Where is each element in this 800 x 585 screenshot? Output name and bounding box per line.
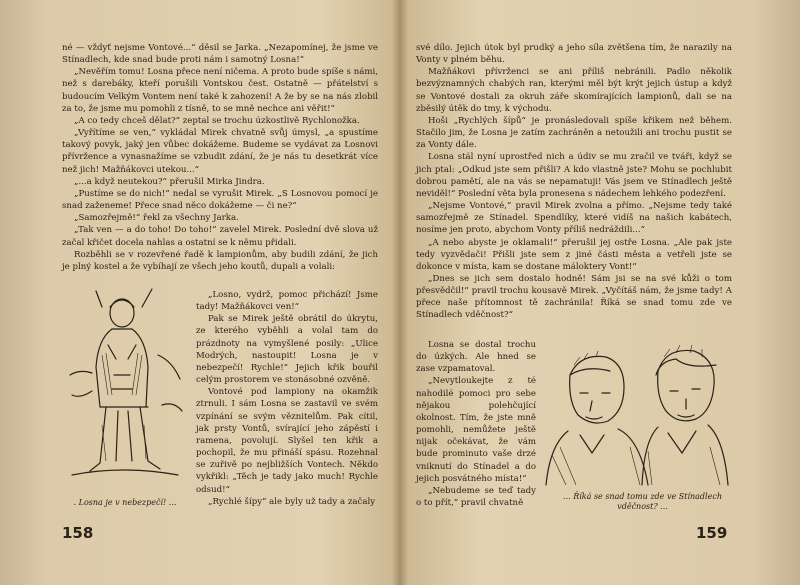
- illustration-caption: . Losna je v nebezpečí! ...: [73, 498, 177, 507]
- right-page-full-width-text: [416, 42, 732, 322]
- illustration-caption: ... Říká se snad tomu zde ve Stínadlech vděčnost? ...: [563, 492, 722, 511]
- paragraph: né — vždyť nejsme Vontové...“ děsil se Jarka. „Nezapomínej, že jsme ve Stínadlech, kde snad bude proti nám i samotný Losna!“: [62, 43, 378, 66]
- paragraph: „Rychlé šípy“ ale byly už tady a začaly: [208, 497, 376, 507]
- illustration-losna-struggling: [62, 285, 188, 485]
- left-page-column-text: [196, 289, 378, 496]
- paragraph: Losna se dostal trochu do úzkých. Ale hned se zase vzpamatoval.: [416, 340, 536, 375]
- paragraph: „Vyřítíme se ven,“ vykládal Mirek chvatně svůj úmysl, „a spustíme takový povyk, jaký jen vůbec dokážeme. Budeme se vydávat za Losnovi přívržence a vynasnažíme se vzbudit zdání, že je nás tu desetkrát více než jich! Mažňákovci utekou...“: [62, 128, 378, 175]
- paragraph: „Samozřejmě!“ řekl za všechny Jarka.: [74, 213, 239, 224]
- paragraph: „Pustíme se do nich!“ nedal se vyrušit Mirek. „S Losnovou pomocí je snad zaženeme! Přece snad něco dokážeme — či ne?“: [62, 188, 378, 212]
- paragraph: své dílo. Jejich útok byl prudký a jeho síla zvětšena tím, že narazily na Vonty v plném běhu.: [416, 43, 732, 66]
- paragraph: „...a když neutekou?“ přerušil Mirka Jindra.: [74, 176, 265, 187]
- left-page-last-line: [196, 496, 378, 508]
- paragraph: „Nevytloukejte z té nahodilé pomoci pro sebe nějakou polehčující okolnost. Tím, že jste mně pomohli, nemůžete ještě nijak očekávat, že vám bude prominuto vaše drzé vniknutí do Stínadel a do jejich posvátného místa!“: [416, 376, 536, 484]
- paragraph: Mažňákovi přívrženci se ani příliš nebránili. Padlo několik bezvýznamných chabých ran, kterými měl být krýt jejich ústup a když se Vontové dostali za okruh záře skomírajících lampionů, dali se na zběsilý útěk do tmy, k východu.: [416, 67, 732, 114]
- paragraph: „Nevěřím tomu! Losna přece není ničema. A proto bude spíše s námi, než s darebáky, kteří porušili Vontskou čest. Ostatně — přátelství s budoucím Velkým Vontem není také k zahození! A že by se na nás zlobil za to, že jsme mu pomohli z tísně, to se mně nechce ani věřit!“: [62, 67, 378, 114]
- illustration-two-boys: [540, 335, 732, 487]
- paragraph: Losna stál nyní uprostřed nich a údiv se mu zračil ve tváři, když se jich ptal: „Odkud jste sem přišli? A kdo vlastně jste? Mohu se pochlubit dobrou pamětí, ale na vás se nepamatuji! Vás jsem ve Stínadlech ještě neviděl!“ Poslední věta byla pronesena s nádechem lehkého podezření.: [416, 152, 732, 199]
- left-page-full-width-text: [62, 42, 378, 273]
- paragraph: „Dnes se jich sem dostalo hodně! Sám jsi se na své kůži o tom přesvědčil!“ pravil trochu kousavě Mirek. „Vyčítáš nám, že jsme tady! A přece naše přítomnost tě zachránila! Říká se snad tomu zde ve Stínadlech vděčnost?“: [416, 273, 732, 321]
- paragraph: „A nebo abyste je oklamali!“ přerušil jej ostře Losna. „Ale pak jste tedy vyzvědači! Přišli jste sem z jiné části města a vetřeli jste se dokonce v místa, kam se dostane máloktery Vont!“: [416, 237, 732, 272]
- paragraph: Vontové pod lampiony na okamžik ztrnuli. I sám Losna se zastavil ve svém vzpínání se svým věznitelům. Pak cítil, jak prsty Vontů, svírající jeho zápěstí i ramena, povolují. Slyšel ten křik a pochopil, že mu přináší spásu. Rozehnal se zuřivě po nejbližších Vontech. Někdo vykřikl: „Těch je tady jako much! Rychle odsud!“: [196, 387, 378, 495]
- page-number: 158: [62, 524, 94, 542]
- paragraph: „Nejsme Vontové,“ pravil Mirek zvolna a přímo. „Nejsme tedy také samozřejmě ze Stínadel. Spendlíky, které vidíš na našich kabátech, nosíme jen proto, abychom Vonty příliš nedráždili...“: [416, 201, 732, 236]
- right-page: [400, 0, 800, 585]
- paragraph: „Losno, vydrž, pomoc přichází! Jsme tady! Mažňákovci ven!“: [196, 290, 378, 313]
- paragraph: „A co tedy chceš dělat?“ zeptal se trochu úzkostlivě Rychlonožka.: [74, 115, 360, 126]
- paragraph: Rozběhli se v rozevřené řadě k lampionům, aby budili zdání, že jich je plný kostel a že vybíhají ze všech jeho koutů, dupali a volali:: [62, 249, 378, 272]
- paragraph: „Nebudeme se teď tady o to přít,“ pravil chvatně: [416, 485, 536, 509]
- paragraph: Hoši „Rychlých šípů“ je pronásledovali spíše křikem než během. Stačilo jim, že Losna je zatím zachráněn a netoužili ani trochu pustit se za Vonty dále.: [416, 115, 732, 151]
- paragraph: Pak se Mirek ještě obrátil do úkrytu, ze kterého vyběhli a volal tam do prázdnoty na vymyšlené posily: „Ulice Modrých, nastoupit! Losna je v nebezpečí! Rychle!“ Jejich křik bouřil celým prostorem ve stonásobné ozvěně.: [196, 314, 378, 386]
- right-page-column-text: [416, 339, 536, 509]
- paragraph: „Tak ven — a do toho! Do toho!“ zavelel Mirek. Poslední dvě slova už začal křičet docela nahlas a ostatní se k němu přidali.: [62, 225, 378, 248]
- page-number: 159: [696, 524, 728, 542]
